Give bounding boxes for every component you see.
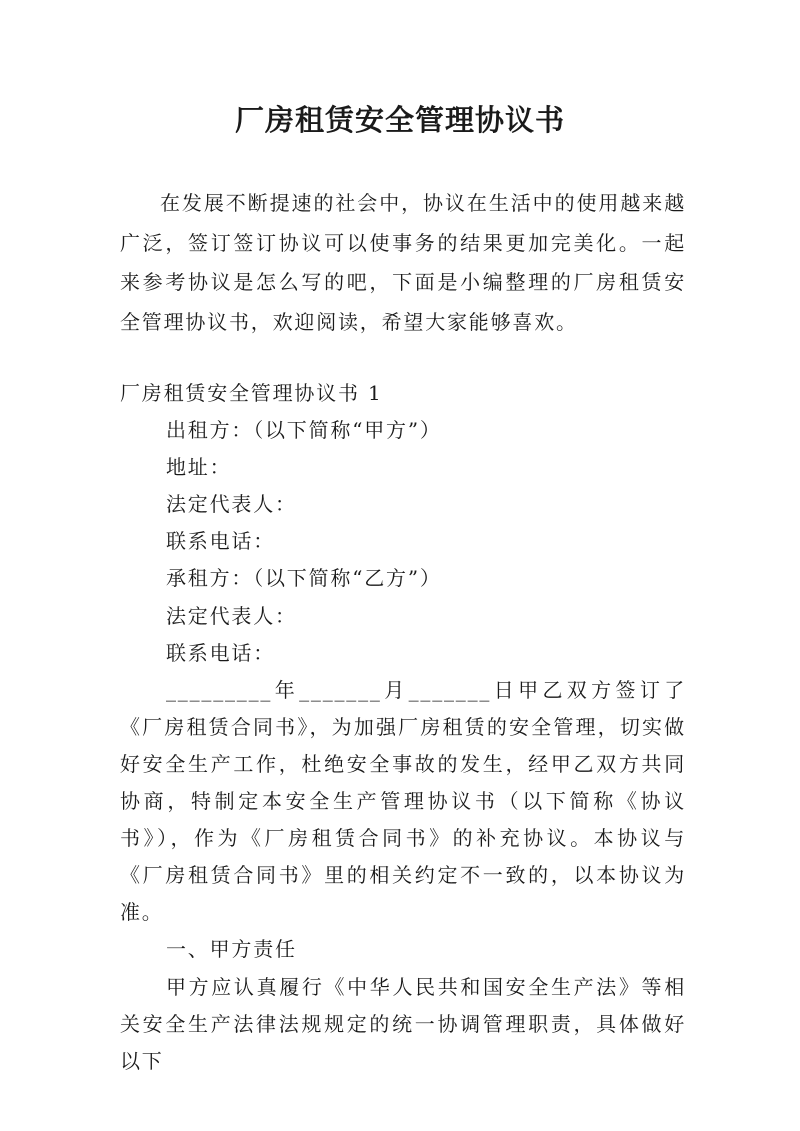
- section-heading: 厂房租赁安全管理协议书 1: [120, 381, 383, 405]
- address-field: 地址：: [166, 455, 232, 480]
- clause-one-heading: 一、甲方责任: [166, 937, 297, 962]
- agreement-body: [120, 375, 686, 1080]
- legal-rep-b-field: 法定代表人：: [166, 603, 297, 628]
- clause-one-text: 甲方应认真履行《中华人民共和国安全生产法》等相关安全生产法律法规规定的统一协调管理职责，具体做好以下: [120, 974, 686, 1073]
- document-title: 厂房租赁安全管理协议书: [234, 103, 565, 137]
- intro-paragraph: 在发展不断提速的社会中，协议在生活中的使用越来越广泛，签订签订协议可以使事务的结果更加完美化。一起来参考协议是怎么写的吧，下面是小编整理的厂房租赁安全管理协议书，欢迎阅读，希望大家能够喜欢。: [120, 191, 686, 334]
- legal-rep-a-field: 法定代表人：: [166, 492, 297, 517]
- phone-b-field: 联系电话：: [166, 640, 275, 665]
- phone-a-field: 联系电话：: [166, 529, 275, 554]
- lessee-field: 承租方：（以下简称“乙方”）: [166, 566, 442, 591]
- agreement-paragraph: _________年_______月_______日甲乙双方签订了《厂房租赁合同书》，为加强厂房租赁的安全管理，切实做好安全生产工作，杜绝安全事故的发生，经甲乙双方共同协商，特制定本安全生产管理协议书（以下简称《协议书》），作为《厂房租赁合同书》的补充协议。本协议与《厂房租赁合同书》里的相关约定不一致的，以本协议为准。: [120, 677, 686, 925]
- lessor-field: 出租方：（以下简称“甲方”）: [166, 418, 442, 443]
